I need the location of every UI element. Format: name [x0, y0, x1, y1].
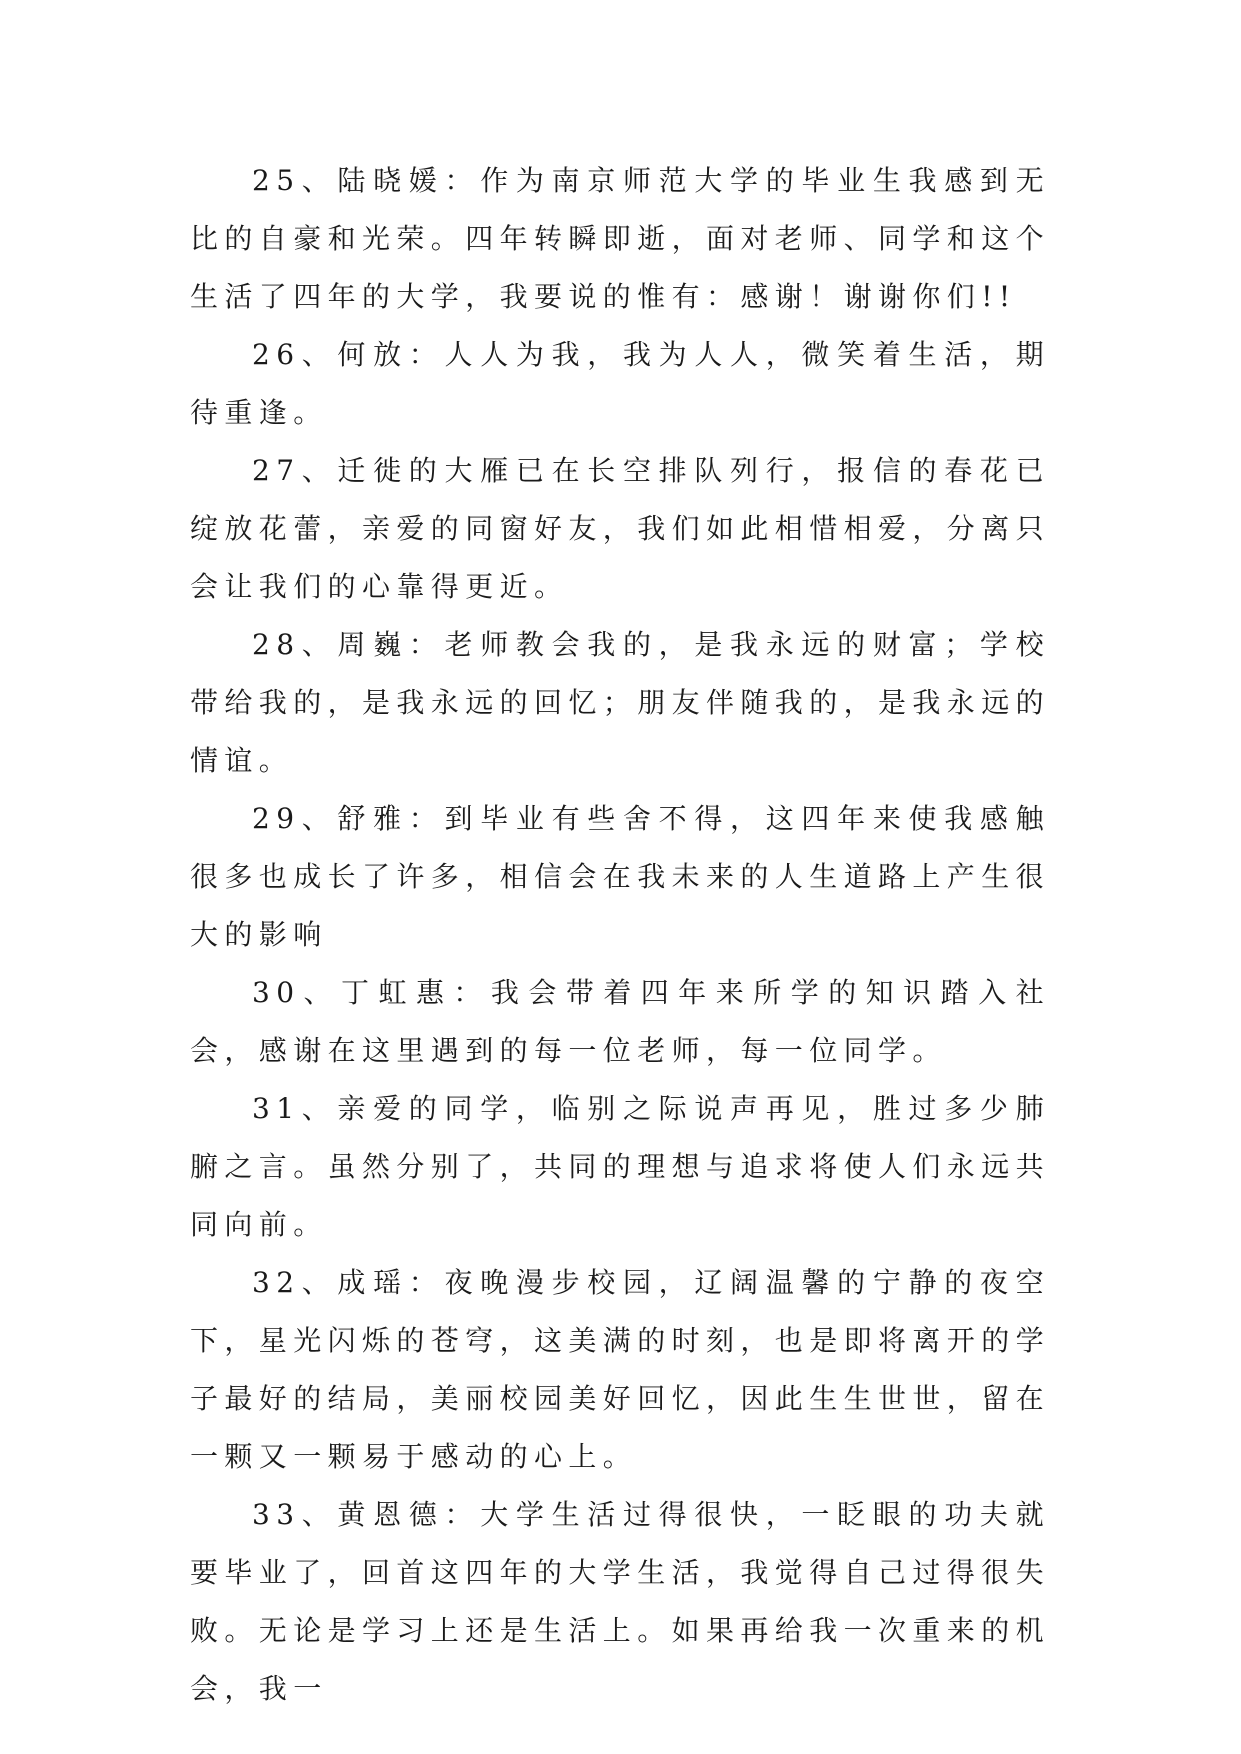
- paragraph-32: 32、成瑶：夜晚漫步校园，辽阔温馨的宁静的夜空下，星光闪烁的苍穹，这美满的时刻，也是即将离开的学子最好的结局，美丽校园美好回忆，因此生生世世，留在一颗又一颗易于感动的心上。: [190, 1266, 1051, 1473]
- paragraph-30: 30、丁虹惠：我会带着四年来所学的知识踏入社会，感谢在这里遇到的每一位老师，每一位同学。: [190, 976, 1050, 1067]
- paragraph-28: 28、周巍：老师教会我的，是我永远的财富；学校带给我的，是我永远的回忆；朋友伴随我的，是我永远的情谊。: [190, 628, 1051, 777]
- paragraph-27: 27、迁徙的大雁已在长空排队列行，报信的春花已绽放花蕾，亲爱的同窗好友，我们如此相惜相爱，分离只会让我们的心靠得更近。: [190, 454, 1051, 603]
- paragraph-25: 25、陆晓媛：作为南京师范大学的毕业生我感到无比的自豪和光荣。四年转瞬即逝，面对老师、同学和这个生活了四年的大学，我要说的惟有：感谢！谢谢你们!!: [190, 164, 1051, 313]
- paragraph-26: 26、何放：人人为我，我为人人，微笑着生活，期待重逢。: [190, 338, 1050, 429]
- paragraph-31: 31、亲爱的同学，临别之际说声再见，胜过多少肺腑之言。虽然分别了，共同的理想与追求将使人们永远共同向前。: [190, 1092, 1051, 1241]
- paragraph-29: 29、舒雅：到毕业有些舍不得，这四年来使我感触很多也成长了许多，相信会在我未来的人生道路上产生很大的影响: [190, 802, 1051, 951]
- document-body: [190, 152, 1050, 1718]
- paragraph-33: 33、黄恩德：大学生活过得很快，一眨眼的功夫就要毕业了，回首这四年的大学生活，我觉得自己过得很失败。无论是学习上还是生活上。如果再给我一次重来的机会，我一: [190, 1498, 1051, 1705]
